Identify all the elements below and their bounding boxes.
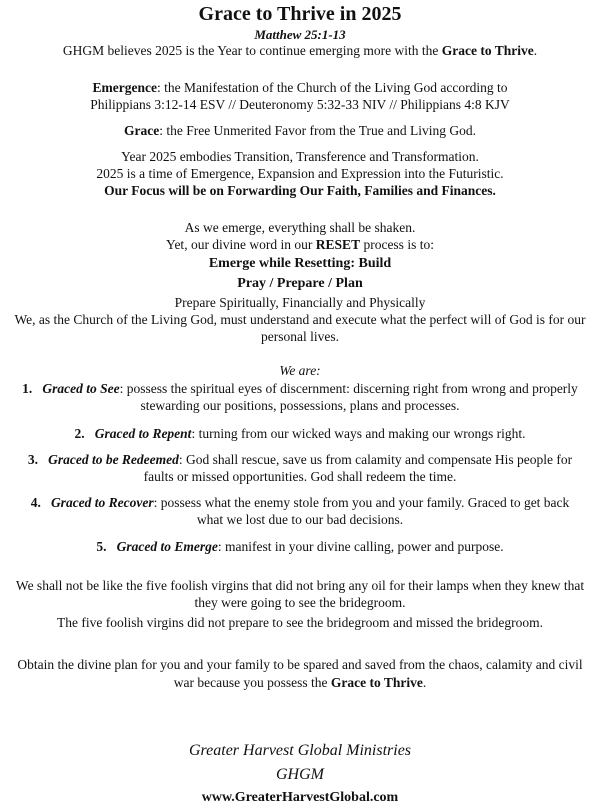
- intro-grace-to-thrive: Grace to Thrive: [441, 43, 534, 58]
- list-item-text: : turning from our wicked ways and making our wrongs right.: [191, 426, 526, 441]
- list-item-line: [0, 425, 600, 442]
- footer-acronym: GHGM: [276, 766, 324, 783]
- list-item-text: : manifest in your divine calling, power and purpose.: [217, 539, 504, 554]
- closing-grace-to-thrive: Grace to Thrive: [330, 675, 423, 690]
- list-item-number: 5.: [96, 539, 107, 554]
- grace-definition: [0, 122, 600, 139]
- church-line-1: We, as the Church of the Living God, must understand and execute what the perfect will of God is for our: [14, 312, 586, 327]
- church-line-2: personal lives.: [261, 329, 339, 344]
- emergence-term: Emergence: [92, 80, 157, 95]
- list-item-number: 1.: [22, 381, 33, 396]
- pray-prepare-plan: Pray / Prepare / Plan: [237, 276, 363, 291]
- intro-end: .: [533, 43, 538, 58]
- reset-word: RESET: [315, 237, 361, 252]
- closing-line-1: Obtain the divine plan for you and your family to be spared and saved from the chaos, calamity and civil: [17, 657, 583, 672]
- year-line-1: Year 2025 embodies Transition, Transference and Transformation.: [121, 149, 479, 164]
- list-item-line: [0, 380, 600, 397]
- list-item-text: : possess the spiritual eyes of discernment: discerning right from wrong and properly: [119, 381, 578, 396]
- list-item-continuation: stewarding our positions, possessions, plans and processes.: [140, 398, 460, 413]
- list-item-continuation: what we lost due to our bad decisions.: [196, 512, 404, 527]
- grace-term: Grace: [123, 123, 160, 138]
- footer-website[interactable]: www.GreaterHarvestGlobal.com: [201, 790, 399, 805]
- intro-text: GHGM believes 2025 is the Year to continue emerging more with the: [62, 43, 442, 58]
- list-item-term: Graced to Repent: [94, 426, 192, 441]
- prepare-line: Prepare Spiritually, Financially and Physically: [174, 295, 426, 310]
- list-item-term: Graced to Emerge: [116, 539, 218, 554]
- footer-ministry-name: Greater Harvest Global Ministries: [188, 742, 412, 759]
- closing-line-2-start: war because you possess the: [173, 675, 331, 690]
- scripture-reference: Matthew 25:1-13: [254, 27, 346, 42]
- list-item-text: : possess what the enemy stole from you and your family. Graced to get back: [153, 495, 570, 510]
- emergence-text: : the Manifestation of the Church of the Living God according to: [156, 80, 508, 95]
- we-are-heading: We are:: [279, 363, 321, 378]
- list-item-term: Graced to See: [42, 381, 120, 396]
- emergence-references: Philippians 3:12-14 ESV // Deuteronomy 5:32-33 NIV // Philippians 4:8 KJV: [90, 97, 510, 112]
- list-item-number: 2.: [74, 426, 85, 441]
- intro-line: [0, 42, 600, 59]
- closing-line-2-end: .: [422, 675, 427, 690]
- list-item-continuation: faults or missed opportunities. God shall redeem the time.: [143, 469, 457, 484]
- virgins-line-2: they were going to see the bridegroom.: [194, 595, 406, 610]
- focus-statement: Our Focus will be on Forwarding Our Faith, Families and Finances.: [104, 183, 496, 198]
- list-item-line: [0, 538, 600, 555]
- list-item-term: Graced to Recover: [50, 495, 154, 510]
- closing-line-2: [0, 674, 600, 691]
- year-line-2: 2025 is a time of Emergence, Expansion and Expression into the Futuristic.: [96, 166, 504, 181]
- reset-line-2: [0, 236, 600, 253]
- reset-line-1: As we emerge, everything shall be shaken.: [184, 220, 416, 235]
- emerge-while-resetting: Emerge while Resetting: Build: [208, 256, 392, 271]
- list-item-line: [0, 451, 600, 468]
- virgins-line-3: The five foolish virgins did not prepare to see the bridegroom and missed the bridegroom.: [56, 615, 543, 630]
- page-title: Grace to Thrive in 2025: [198, 3, 402, 25]
- grace-text: : the Free Unmerited Favor from the True and Living God.: [159, 123, 477, 138]
- reset-line-2-end: process is to:: [360, 237, 434, 252]
- virgins-line-1: We shall not be like the five foolish virgins that did not bring any oil for their lamps when they knew that: [15, 578, 585, 593]
- list-item-term: Graced to be Redeemed: [48, 452, 179, 467]
- list-item-number: 3.: [27, 452, 38, 467]
- list-item-number: 4.: [30, 495, 41, 510]
- list-item-text: : God shall rescue, save us from calamity and compensate His people for: [178, 452, 573, 467]
- emergence-definition: [0, 79, 600, 96]
- reset-line-2-start: Yet, our divine word in our: [166, 237, 316, 252]
- list-item-line: [0, 494, 600, 511]
